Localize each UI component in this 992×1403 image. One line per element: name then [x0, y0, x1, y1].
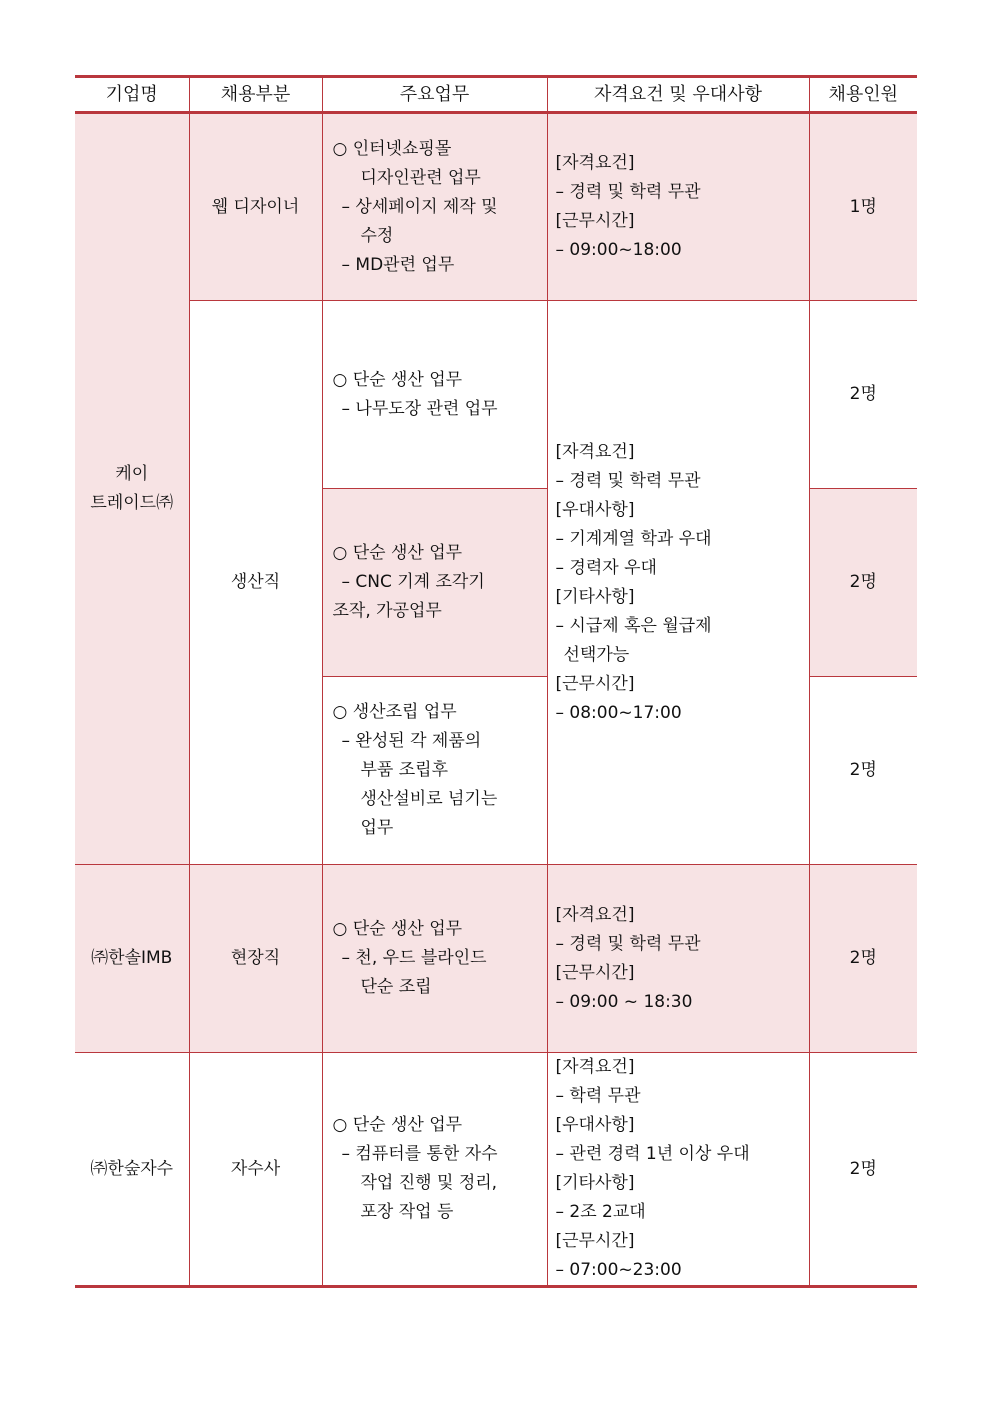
company-name-cell: ㈜한숲자수	[75, 1053, 189, 1287]
qual-line: – 09:00 ~ 18:30	[555, 991, 693, 1012]
table-row	[75, 113, 917, 301]
duty-line: 생산설비로 넘기는	[360, 789, 498, 809]
position-cell: 웹 디자이너	[189, 113, 322, 301]
duty-line: – CNC 기계 조각기	[341, 572, 485, 592]
qual-line: [기타사항]	[555, 586, 635, 607]
qual-line: – 학력 무관	[555, 1086, 641, 1106]
duty-line: 수정	[360, 225, 394, 246]
qual-line: [우대사항]	[555, 1115, 635, 1135]
headcount-cell: 1명	[809, 113, 917, 301]
qual-line: [기타사항]	[555, 1173, 635, 1193]
qual-line: [자격요건]	[555, 904, 635, 925]
duties-cell	[322, 677, 547, 865]
company-name-cell	[75, 113, 189, 865]
position-cell: 자수사	[189, 1053, 322, 1287]
qual-line: – 기계계열 학과 우대	[555, 528, 712, 549]
duty-line: 디자인관련 업무	[360, 167, 481, 188]
qual-line: [근무시간]	[555, 1231, 635, 1251]
duty-line: 부품 조립후	[360, 760, 449, 780]
duties-cell	[322, 301, 547, 489]
qual-line: – 07:00~23:00	[555, 1260, 682, 1280]
headcount-cell: 2명	[809, 489, 917, 677]
duty-line: 작업 진행 및 정리,	[360, 1173, 498, 1193]
recruitment-table	[75, 75, 917, 1288]
qualifications-cell	[547, 301, 809, 865]
duty-line: – 완성된 각 제품의	[341, 731, 482, 751]
company-name-cell: ㈜한솔IMB	[75, 865, 189, 1053]
duty-line: 포장 작업 등	[360, 1202, 454, 1222]
duty-line: 조작, 가공업무	[332, 601, 442, 621]
duty-line: ○ 단순 생산 업무	[332, 1115, 463, 1135]
qual-line: – 경력 및 학력 무관	[555, 933, 701, 954]
qual-line: [근무시간]	[555, 962, 635, 983]
duty-line: ○ 생산조립 업무	[332, 702, 457, 722]
qual-line: – 관련 경력 1년 이상 우대	[555, 1144, 750, 1164]
qual-line: – 09:00~18:00	[555, 240, 682, 260]
duty-line: – 상세페이지 제작 및	[341, 196, 498, 217]
header-position: 채용부분	[189, 77, 322, 113]
duty-line: – 천, 우드 블라인드	[341, 948, 487, 968]
duty-line: – MD관련 업무	[341, 254, 455, 275]
duties-cell	[322, 865, 547, 1053]
qual-line: [우대사항]	[555, 499, 635, 520]
table-row	[75, 865, 917, 1053]
duties-cell	[322, 1053, 547, 1287]
table-row	[75, 301, 917, 489]
header-headcount: 채용인원	[809, 77, 917, 113]
qualifications-cell	[547, 865, 809, 1053]
qualifications-cell	[547, 113, 809, 301]
qual-line: – 경력 및 학력 무관	[555, 470, 701, 491]
header-company: 기업명	[75, 77, 189, 113]
duty-line: 업무	[360, 818, 394, 838]
qual-line: – 08:00~17:00	[555, 702, 682, 723]
duty-line: – 나무도장 관련 업무	[341, 398, 498, 419]
qual-line: – 경력 및 학력 무관	[555, 182, 701, 202]
duties-cell	[322, 113, 547, 301]
company-name-line: 케이	[115, 464, 149, 484]
qual-line: [자격요건]	[555, 153, 635, 173]
qual-line: – 2조 2교대	[555, 1202, 646, 1222]
table-row	[75, 1053, 917, 1287]
headcount-cell: 2명	[809, 301, 917, 489]
header-qualifications: 자격요건 및 우대사항	[547, 77, 809, 113]
header-row	[75, 77, 917, 113]
duty-line: ○ 단순 생산 업무	[332, 919, 463, 939]
qual-line: [근무시간]	[555, 673, 635, 694]
qualifications-cell	[547, 1053, 809, 1287]
duty-line: ○ 인터넷쇼핑몰	[332, 138, 452, 159]
header-duties: 주요업무	[322, 77, 547, 113]
position-cell: 생산직	[189, 301, 322, 865]
headcount-cell: 2명	[809, 1053, 917, 1287]
position-cell: 현장직	[189, 865, 322, 1053]
duty-line: ○ 단순 생산 업무	[332, 543, 463, 563]
qual-line: 선택가능	[563, 644, 630, 665]
qual-line: [자격요건]	[555, 1057, 635, 1077]
qual-line: [자격요건]	[555, 441, 635, 462]
headcount-cell: 2명	[809, 865, 917, 1053]
headcount-cell: 2명	[809, 677, 917, 865]
qual-line: [근무시간]	[555, 211, 635, 231]
qual-line: – 경력자 우대	[555, 557, 657, 578]
duty-line: ○ 단순 생산 업무	[332, 369, 463, 390]
company-name-line: 트레이드㈜	[90, 493, 174, 513]
qual-line: – 시급제 혹은 월급제	[555, 615, 712, 636]
duty-line: – 컴퓨터를 통한 자수	[341, 1144, 498, 1164]
duty-line: 단순 조립	[360, 977, 432, 997]
duties-cell	[322, 489, 547, 677]
